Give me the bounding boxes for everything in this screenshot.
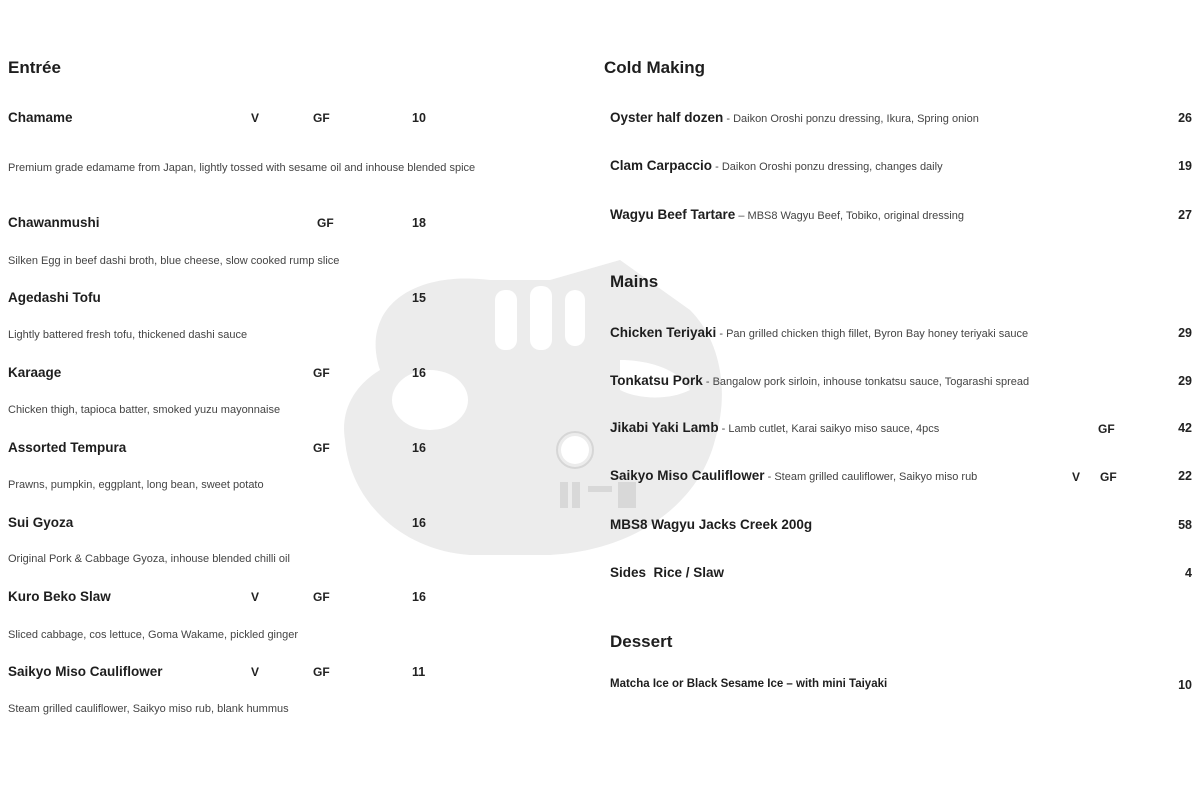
vegetarian-tag: V bbox=[251, 590, 260, 604]
menu-item-name: Saikyo Miso Cauliflower bbox=[610, 468, 765, 483]
right-column bbox=[600, 0, 1192, 800]
menu-item-separator: - bbox=[702, 376, 713, 388]
menu-item-name: Sides Rice / Slaw bbox=[610, 565, 725, 580]
menu-item bbox=[610, 110, 979, 125]
gluten-free-tag: GF bbox=[313, 111, 330, 125]
menu-item-name: Wagyu Beef Tartare bbox=[610, 207, 736, 222]
menu-item-price: 19 bbox=[1178, 159, 1192, 173]
dessert-item-name: Matcha Ice or Black Sesame Ice – with mini Taiyaki bbox=[610, 678, 888, 690]
menu-item-description: Daikon Oroshi ponzu dressing, Ikura, Spring onion bbox=[733, 113, 979, 125]
menu-item-separator: - bbox=[716, 328, 727, 340]
menu-item-price: 10 bbox=[1178, 678, 1192, 692]
section-title-mains: Mains bbox=[610, 272, 659, 291]
menu-item-name: MBS8 Wagyu Jacks Creek 200g bbox=[610, 517, 813, 532]
menu-item-price: 29 bbox=[1178, 326, 1192, 340]
menu-item-price: 11 bbox=[412, 665, 426, 679]
menu-item-description: Pan grilled chicken thigh fillet, Byron Bay honey teriyaki sauce bbox=[726, 328, 1029, 340]
menu-item bbox=[610, 325, 1028, 340]
menu-item-name: Agedashi Tofu bbox=[8, 290, 101, 305]
menu-item-name: Karaage bbox=[8, 365, 62, 380]
section-title-cold-making: Cold Making bbox=[604, 58, 706, 77]
menu-item-description: Lightly battered fresh tofu, thickened dashi sauce bbox=[8, 329, 248, 341]
menu-item bbox=[610, 373, 1029, 388]
menu-item-description: Steam grilled cauliflower, Saikyo miso rub bbox=[774, 471, 978, 483]
vegetarian-tag: V bbox=[251, 111, 260, 125]
menu-item-name: Chicken Teriyaki bbox=[610, 325, 717, 340]
menu-item-description: Silken Egg in beef dashi broth, blue cheese, slow cooked rump slice bbox=[8, 255, 340, 267]
menu-item-price: 22 bbox=[1178, 469, 1192, 483]
gluten-free-tag: GF bbox=[1098, 422, 1115, 436]
menu-item-name: Oyster half dozen bbox=[610, 110, 724, 125]
menu-item bbox=[610, 158, 943, 173]
menu-item bbox=[610, 517, 812, 532]
gluten-free-tag: GF bbox=[313, 590, 330, 604]
menu-item-price: 16 bbox=[412, 516, 426, 530]
menu-item bbox=[610, 420, 939, 435]
menu-item-price: 27 bbox=[1178, 208, 1192, 222]
menu-item-name: Sui Gyoza bbox=[8, 515, 74, 530]
menu-item-price: 58 bbox=[1178, 518, 1192, 532]
menu-item-description: MBS8 Wagyu Beef, Tobiko, original dressing bbox=[747, 210, 964, 222]
menu-item-name: Chawanmushi bbox=[8, 215, 100, 230]
menu-item-price: 4 bbox=[1185, 566, 1192, 580]
menu-item-price: 16 bbox=[412, 366, 426, 380]
menu-item-description: Original Pork & Cabbage Gyoza, inhouse blended chilli oil bbox=[8, 553, 290, 565]
entree-column bbox=[8, 0, 568, 800]
menu-item-name: Tonkatsu Pork bbox=[610, 373, 703, 388]
gluten-free-tag: GF bbox=[1100, 470, 1117, 484]
menu-item-price: 16 bbox=[412, 441, 426, 455]
menu-item-description: Prawns, pumpkin, eggplant, long bean, sweet potato bbox=[8, 479, 264, 491]
vegetarian-tag: V bbox=[251, 665, 260, 679]
menu-item-separator: - bbox=[712, 161, 722, 173]
menu-item-description: Steam grilled cauliflower, Saikyo miso rub, blank hummus bbox=[8, 703, 289, 715]
menu-item bbox=[610, 207, 964, 222]
menu-item-price: 26 bbox=[1178, 111, 1192, 125]
section-title-dessert: Dessert bbox=[610, 632, 673, 651]
menu-item-description: Lamb cutlet, Karai saikyo miso sauce, 4pcs bbox=[728, 423, 940, 435]
menu-item-price: 10 bbox=[412, 111, 426, 125]
menu-item-separator: - bbox=[718, 423, 729, 435]
menu-item-price: 29 bbox=[1178, 374, 1192, 388]
vegetarian-tag: V bbox=[1072, 470, 1081, 484]
gluten-free-tag: GF bbox=[313, 366, 330, 380]
menu-item-name: Saikyo Miso Cauliflower bbox=[8, 664, 163, 679]
menu-item-description: Premium grade edamame from Japan, lightly tossed with sesame oil and inhouse blended spice bbox=[8, 162, 476, 174]
menu-item-description: Chicken thigh, tapioca batter, smoked yuzu mayonnaise bbox=[8, 404, 281, 416]
menu-item-name: Assorted Tempura bbox=[8, 440, 127, 455]
menu-item bbox=[610, 565, 724, 580]
menu-item-price: 42 bbox=[1178, 421, 1192, 435]
menu-item bbox=[610, 468, 977, 483]
gluten-free-tag: GF bbox=[313, 441, 330, 455]
menu-item-name: Chamame bbox=[8, 110, 73, 125]
menu-item-separator: - bbox=[723, 113, 734, 125]
menu-item-price: 15 bbox=[412, 291, 426, 305]
menu-item-description: Daikon Oroshi ponzu dressing, changes daily bbox=[721, 161, 943, 173]
menu-item-price: 16 bbox=[412, 590, 426, 604]
menu-item-name: Clam Carpaccio bbox=[610, 158, 713, 173]
menu-item-description: Sliced cabbage, cos lettuce, Goma Wakame, pickled ginger bbox=[8, 629, 299, 641]
menu-item-price: 18 bbox=[412, 216, 426, 230]
gluten-free-tag: GF bbox=[313, 665, 330, 679]
menu-item-description: Bangalow pork sirloin, inhouse tonkatsu sauce, Togarashi spread bbox=[712, 376, 1030, 388]
gluten-free-tag: GF bbox=[317, 216, 334, 230]
menu-item-name: Jikabi Yaki Lamb bbox=[610, 420, 719, 435]
menu-item-name: Kuro Beko Slaw bbox=[8, 589, 111, 604]
section-title-entree: Entrée bbox=[8, 58, 61, 77]
menu-item-separator: - bbox=[764, 471, 775, 483]
menu-item-separator: – bbox=[735, 210, 748, 222]
